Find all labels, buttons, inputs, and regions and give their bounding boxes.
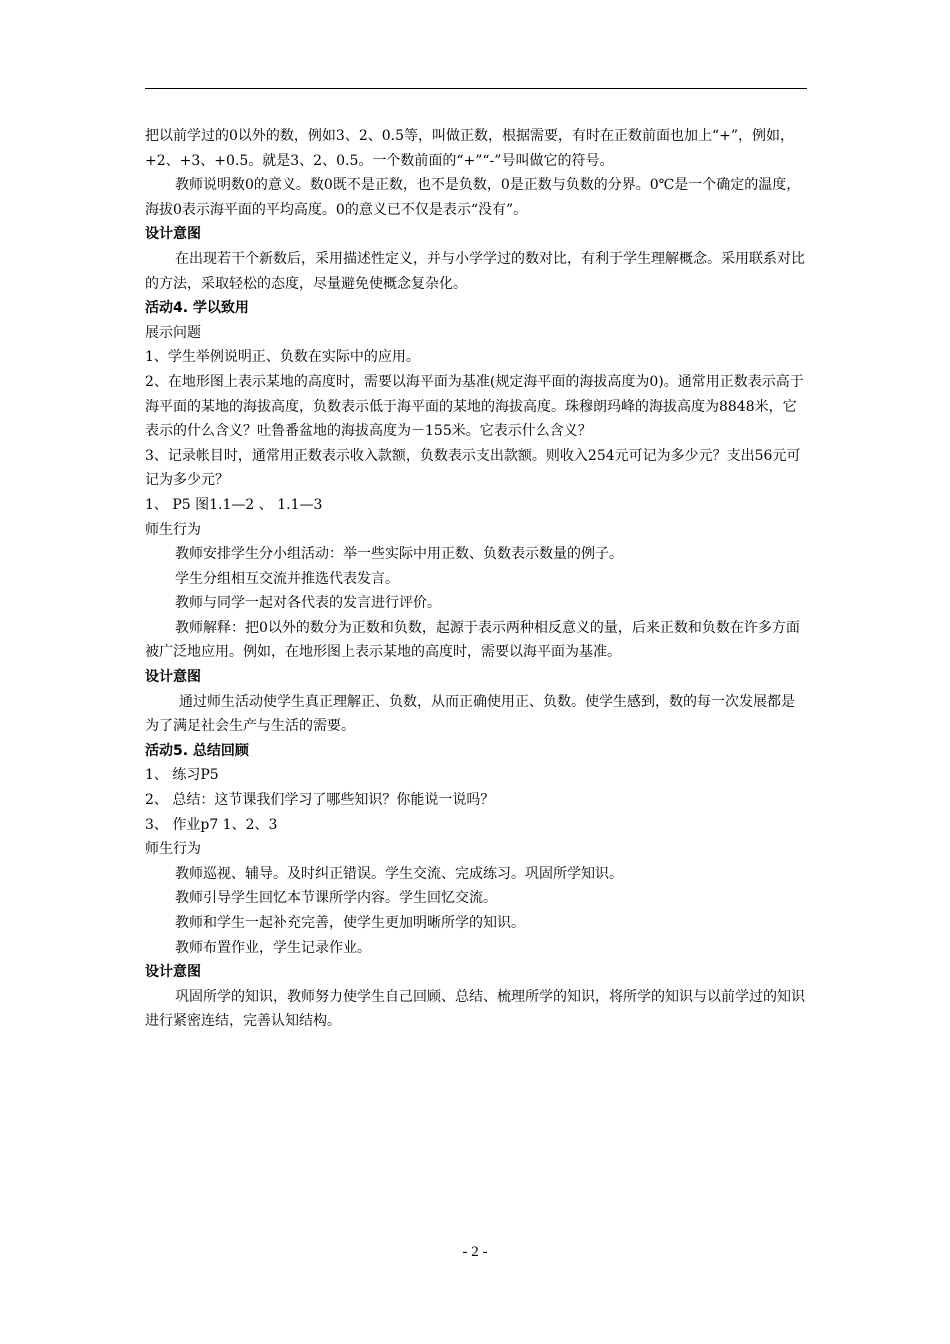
list-item: 1、学生举例说明正、负数在实际中的应用。 [145, 349, 420, 366]
section-heading: 活动5. 总结回顾 [145, 742, 249, 759]
paragraph: 展示问题 [145, 324, 201, 341]
list-item: 1、 练习P5 [145, 767, 219, 784]
section-heading: 设计意图 [145, 964, 201, 981]
section-heading: 设计意图 [145, 226, 201, 243]
list-item: 2、在地形图上表示某地的高度时，需要以海平面为基准(规定海平面的海拔高度为0)。通常用正数表示高于海平面的某地的海拔高度，负数表示低于海平面的某地的海拔高度。珠穆朗玛峰的海拔高度为8848米，它表示的什么含义？吐鲁番盆地的海拔高度为－155米。它表示什么含义？ [145, 373, 804, 440]
section-heading: 设计意图 [145, 669, 201, 686]
paragraph: 教师巡视、辅导。及时纠正错误。学生交流、完成练习。巩固所学知识。 [175, 865, 623, 882]
paragraph: 教师说明数0的意义。数0既不是正数，也不是负数，0是正数与负数的分界。0℃是一个确定的温度，海拔0表示海平面的平均高度。0的意义已不仅是表示“没有”。 [145, 177, 801, 218]
paragraph: 教师和学生一起补充完善，使学生更加明晰所学的知识。 [175, 915, 525, 931]
list-item: 2、 总结：这节课我们学习了哪些知识？你能说一说吗？ [145, 792, 495, 809]
paragraph: 学生分组相互交流并推选代表发言。 [175, 570, 399, 587]
list-item: 1、 P5 图1.1—2 、 1.1—3 [145, 496, 323, 513]
paragraph: 把以前学过的0以外的数，例如3、2、0.5等，叫做正数，根据需要，有时在正数前面也加上“+”，例如，+2、+3、+0.5。就是3、2、0.5。一个数前面的“+”“-”号叫做它的符号。 [145, 128, 795, 169]
paragraph: 教师解释：把0以外的数分为正数和负数，起源于表示两种相反意义的量，后来正数和负数在许多方面被广泛地应用。例如，在地形图上表示某地的高度时，需要以海平面为基准。 [145, 619, 800, 661]
page-number: - 2 - [462, 1244, 488, 1260]
header-rule [145, 88, 807, 89]
paragraph: 师生行为 [145, 521, 201, 538]
paragraph: 教师安排学生分小组活动：举一些实际中用正数、负数表示数量的例子。 [175, 546, 623, 563]
paragraph: 教师引导学生回忆本节课所学内容。学生回忆交流。 [175, 890, 497, 907]
paragraph: 通过师生活动使学生真正理解正、负数，从而正确使用正、负数。使学生感到，数的每一次发展都是为了满足社会生产与生活的需要。 [145, 693, 795, 735]
list-item: 3、 作业p7 1、2、3 [145, 816, 278, 833]
paragraph: 在出现若干个新数后，采用描述性定义，并与小学学过的数对比，有利于学生理解概念。采用联系对比的方法，采取轻松的态度，尽量避免使概念复杂化。 [145, 250, 805, 292]
paragraph: 教师布置作业，学生记录作业。 [175, 939, 371, 956]
document-body [145, 124, 807, 1034]
paragraph: 巩固所学的知识，教师努力使学生自己回顾、总结、梳理所学的知识，将所学的知识与以前学过的知识进行紧密连结，完善认知结构。 [145, 988, 805, 1030]
list-item: 3、记录帐目时，通常用正数表示收入款额，负数表示支出款额。则收入254元可记为多少元？支出56元可记为多少元？ [145, 447, 801, 489]
section-heading: 活动4. 学以致用 [145, 300, 249, 317]
paragraph: 师生行为 [145, 841, 201, 858]
paragraph: 教师与同学一起对各代表的发言进行评价。 [175, 595, 441, 612]
